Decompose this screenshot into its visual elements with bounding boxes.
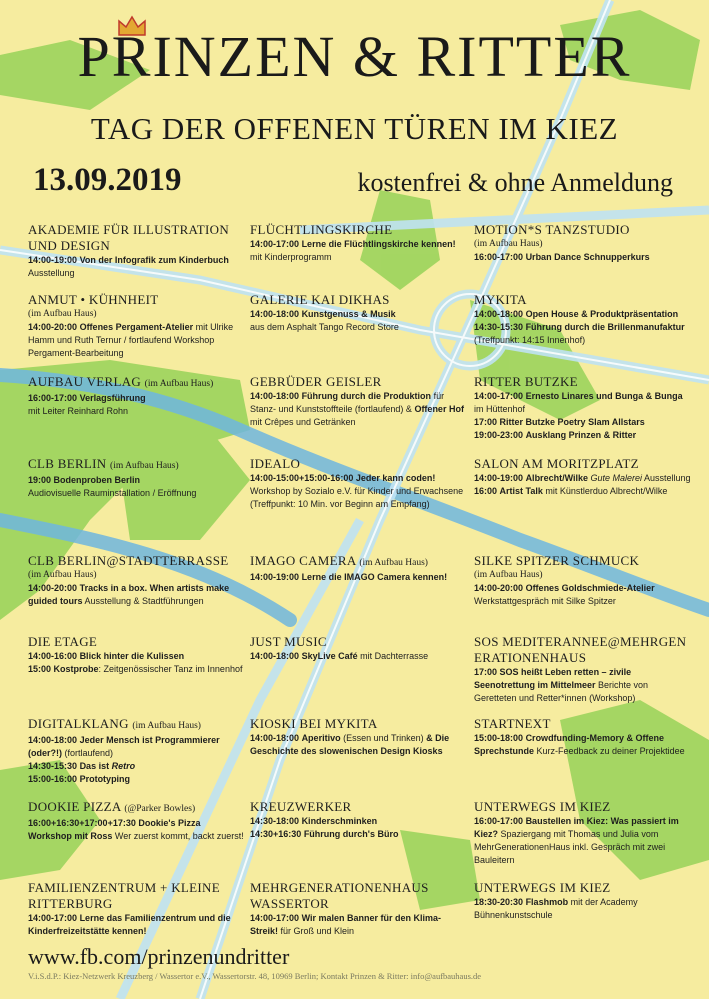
poster-subtitle: TAG DER OFFENEN TÜREN IM KIEZ [90, 111, 619, 146]
time: 14:00-16:00 [28, 651, 78, 661]
time: 14:30-18:00 [250, 816, 300, 826]
entry-title: ANMUT • KÜHNHEIT [28, 292, 159, 307]
time: 19:00 [28, 475, 52, 485]
entry-title: AUFBAU VERLAG [28, 374, 142, 389]
time: 16:00-17:00 [474, 252, 524, 262]
event-detail: mit Ulrike Hamm und Ruth Ternur / fortlaufend Workshop Pergament-Bearbeitung [28, 322, 234, 358]
event-detail: : Zeitgenössischer Tanz im Innenhof [98, 664, 243, 674]
entry-just-music [250, 634, 468, 663]
entry-title: SALON AM MORITZPLATZ [474, 456, 639, 471]
entry-title: MOTION*S TANZSTUDIO [474, 222, 630, 237]
event-detail: Workshop by Sozialo e.V. für Kinder und Erwachsene (Treffpunkt: 10 Min. vor Beginn am Empfang) [250, 486, 464, 509]
entry-location-note: (im Aufbau Haus) [28, 570, 97, 580]
event: Offenes Pergament-Atelier [79, 322, 194, 332]
entry-motions-tanzstudio [474, 222, 692, 264]
entry-unterwegs-baustellen [474, 799, 692, 867]
entry-title: MYKITA [474, 292, 527, 307]
event: Artist Talk [499, 486, 543, 496]
time: 14:00-17:00 [250, 239, 300, 249]
event: Kinderschminken [301, 816, 378, 826]
time: 14:30+16:30 [250, 829, 302, 839]
event: Ausklang Prinzen & Ritter [525, 430, 637, 440]
event-detail: Ausstellung [28, 268, 75, 278]
event-detail: Werkstattgespräch mit Silke Spitzer [474, 596, 616, 606]
event-detail: für Groß und Klein [278, 926, 355, 936]
entry-location-note: (im Aufbau Haus) [144, 379, 214, 389]
event-italic: Retro [111, 761, 136, 771]
event-detail: Ausstellung [642, 473, 691, 483]
entry-title: JUST MUSIC [250, 634, 327, 649]
entry-location-note: (im Aufbau Haus) [474, 570, 543, 580]
time: 16:00 [474, 486, 498, 496]
entry-akademie [28, 222, 246, 280]
event-detail: (Essen und Trinken) [340, 733, 427, 743]
entry-title: SOS MEDITERANNEE@MEHRGENERATIONENHAUS [474, 634, 687, 665]
event: Wir malen Banner für den Klima-Streik! [250, 913, 442, 936]
event-detail: (fortlaufend) [62, 748, 114, 758]
entry-startnext [474, 716, 692, 758]
entry-clb-stadtterrasse [28, 553, 246, 608]
event-detail: Kurz-Feedback zu deiner Projektidee [534, 746, 685, 756]
time: 14:00-15:00+15:00-16:00 [250, 473, 354, 483]
entry-ritter-butzke [474, 374, 692, 442]
event: SOS heißt Leben retten – zivile Seenotrettung im Mittelmeer [474, 667, 632, 690]
time: 14:00-19:00 [474, 473, 524, 483]
event-detail: für Stanz- und Kunststoffteile (fortlaufend) & [250, 391, 445, 414]
poster-title: PRINZEN & RITTER [77, 24, 632, 89]
event: Führung durch die Produktion [301, 391, 432, 401]
time: 14:00-18:00 [250, 309, 300, 319]
entry-title: UNTERWEGS IM KIEZ [474, 799, 611, 814]
time: 16:00-17:00 [474, 816, 524, 826]
time: 14:00-18:00 [250, 391, 300, 401]
entry-title: DIGITALKLANG [28, 716, 129, 731]
entry-title: IDEALO [250, 456, 301, 471]
entry-title: CLB BERLIN@STADTTERRASSE [28, 553, 229, 568]
entry-title: CLB BERLIN [28, 456, 107, 471]
event: Jeder Mensch ist Programmierer (oder?!) [28, 735, 220, 758]
imprint: V.i.S.d.P.: Kiez-Netzwerk Kreuzberg / Wassertor e.V., Wassertorstr. 48, 10969 Berlin; Kontakt Prinzen & Ritter: info@aufbauhaus.de [28, 971, 482, 981]
entry-sos-mediterannee [474, 634, 692, 705]
event: SkyLive Café [301, 651, 358, 661]
entry-kioski [250, 716, 468, 758]
event-detail: mit Kinderprogramm [250, 252, 332, 262]
time: 16:00-17:00 [28, 393, 78, 403]
entry-clb-berlin [28, 456, 246, 500]
time: 14:00-19:00 [28, 255, 78, 265]
entry-location-note: (im Aufbau Haus) [132, 721, 201, 731]
time: 14:30-15:30 [474, 322, 524, 332]
time: 14:00-17:00 [250, 913, 300, 923]
event-detail: Spaziergang mit Thomas und Julia vom MehrGenerationenHaus inkl. Gespräch mit zwei Bauleitern [474, 829, 666, 865]
entry-gebrueder-geisler [250, 374, 468, 429]
time: 14:30-15:30 [28, 761, 78, 771]
event: & Die Geschichte des slowenischen Design Kiosks [250, 733, 450, 756]
event: Aperitivo [301, 733, 341, 743]
event-detail: mit Dachterrasse [357, 651, 429, 661]
time: 15:00-16:00 [28, 774, 78, 784]
entry-salon-moritzplatz [474, 456, 692, 498]
entry-title: FLÜCHTLINGSKIRCHE [250, 222, 393, 237]
entry-title: DIE ETAGE [28, 634, 98, 649]
time: 14:00-20:00 [28, 583, 78, 593]
entry-mykita [474, 292, 692, 347]
time: 14:00-17:00 [474, 391, 524, 401]
entry-title: GALERIE KAI DIKHAS [250, 292, 390, 307]
time: 14:00-20:00 [28, 322, 78, 332]
entry-aufbau-verlag [28, 374, 246, 418]
entry-digitalklang [28, 716, 246, 786]
website-link[interactable]: www.fb.com/prinzenundritter [28, 944, 290, 969]
entry-title: STARTNEXT [474, 716, 551, 731]
entry-location-note: (im Aufbau Haus) [474, 239, 543, 249]
event: Ritter Butzke Poetry Slam Allstars [499, 417, 645, 427]
event-italic: Gute Malerei [590, 473, 643, 483]
entry-location-note: (im Aufbau Haus) [110, 461, 179, 471]
event: Führung durch die Brillenmanufaktur [525, 322, 685, 332]
time: 15:00 [28, 664, 52, 674]
event: Offenes Goldschmiede-Atelier [525, 583, 655, 593]
entry-title: UNTERWEGS IM KIEZ [474, 880, 611, 895]
entry-title: GEBRÜDER GEISLER [250, 374, 382, 389]
time: 16:00+16:30+17:00+17:30 [28, 818, 136, 828]
entry-mehrgenerationenhaus [250, 880, 468, 938]
event: Das ist [79, 761, 112, 771]
time: 14:00-18:00 [250, 733, 300, 743]
entry-die-etage [28, 634, 246, 676]
event: Kostprobe [53, 664, 99, 674]
event-detail: (Treffpunkt: 14:15 Innenhof) [474, 335, 586, 345]
event: Verlagsführung [79, 393, 146, 403]
time: 14:00-17:00 [28, 913, 78, 923]
entry-title: RITTER BUTZKE [474, 374, 578, 389]
entry-unterwegs-flashmob [474, 880, 692, 922]
event-detail: Audiovisuelle Rauminstallation / Eröffnung [28, 488, 197, 498]
entry-fluechtlingskirche [250, 222, 468, 264]
event: Jeder kann coden! [355, 473, 436, 483]
event-detail: Berichte von Geretteten und Retter*innen (Workshop) [474, 680, 649, 703]
entry-dookie-pizza [28, 799, 246, 843]
entry-title: MEHRGENERATIONENHAUS WASSERTOR [250, 880, 429, 911]
event: Tracks in a box. When artists make guided tours [28, 583, 230, 606]
event: Lerne die Flüchtlingskirche kennen! [301, 239, 456, 249]
entry-title: SILKE SPITZER SCHMUCK [474, 553, 640, 568]
event: Crowdfunding-Memory & Offene Sprechstunde [474, 733, 665, 756]
event-detail: im Hüttenhof [474, 404, 526, 414]
entry-location-note: (im Aufbau Haus) [28, 309, 97, 319]
event: Open House & Produktpräsentation [525, 309, 679, 319]
event: Blick hinter die Kulissen [79, 651, 185, 661]
event: Baustellen im Kiez: Was passiert im Kiez? [474, 816, 679, 839]
event-detail: aus dem Asphalt Tango Record Store [250, 322, 399, 332]
entry-idealo [250, 456, 468, 511]
time: 14:00-18:00 [250, 651, 300, 661]
event: Ernesto Linares und Bunga & Bunga [525, 391, 683, 401]
event: Flashmob [525, 897, 569, 907]
event: Offener Hof [414, 404, 464, 414]
entry-title: FAMILIENZENTRUM + KLEINE RITTERBURG [28, 880, 220, 911]
event: Bodenproben Berlin [53, 475, 141, 485]
free-admission-note: kostenfrei & ohne Anmeldung [357, 168, 673, 197]
event: Führung durch's Büro [303, 829, 399, 839]
event: Urban Dance Schnupperkurs [525, 252, 650, 262]
entry-location-note: (im Aufbau Haus) [359, 558, 428, 568]
entry-title: KREUZWERKER [250, 799, 352, 814]
entry-galerie-kai-dikhas [250, 292, 468, 334]
time: 17:00 [474, 667, 498, 677]
time: 14:00-19:00 [250, 572, 300, 582]
event: Albrecht/Wilke [525, 473, 591, 483]
event-detail: Ausstellung & Stadtführungen [82, 596, 204, 606]
event-detail: Wer zuerst kommt, backt zuerst! [112, 831, 244, 841]
entry-imago-camera [250, 553, 468, 584]
entry-location-note: (@Parker Bowles) [124, 804, 196, 814]
event-detail: mit der Academy Bühnenkunstschule [474, 897, 638, 920]
event: Von der Infografik zum Kinderbuch [79, 255, 229, 265]
event: Kunstgenuss & Musik [301, 309, 396, 319]
entry-kreuzwerker [250, 799, 468, 841]
time: 17:00 [474, 417, 498, 427]
time: 14:00-18:00 [474, 309, 524, 319]
time: 14:00-20:00 [474, 583, 524, 593]
entry-title: KIOSKI BEI MYKITA [250, 716, 378, 731]
entry-title: IMAGO CAMERA [250, 553, 356, 568]
time: 14:00-18:00 [28, 735, 78, 745]
event-detail: mit Crêpes und Getränken [250, 417, 356, 427]
time: 18:30-20:30 [474, 897, 524, 907]
event-detail: mit Leiter Reinhard Rohn [28, 406, 129, 416]
event: Lerne das Familienzentrum und die Kinderfreizeitstätte kennen! [28, 913, 231, 936]
entry-silke-spitzer [474, 553, 692, 608]
event: Lerne die IMAGO Camera kennen! [301, 572, 448, 582]
event: Dookie's Pizza Workshop mit Ross [28, 818, 201, 841]
event-date: 13.09.2019 [33, 162, 182, 198]
time: 15:00-18:00 [474, 733, 524, 743]
entry-title: DOOKIE PIZZA [28, 799, 121, 814]
time: 19:00-23:00 [474, 430, 524, 440]
event-detail: mit Künstlerduo Albrecht/Wilke [542, 486, 668, 496]
entry-familienzentrum [28, 880, 246, 938]
entry-anmut [28, 292, 246, 360]
entry-title: AKADEMIE FÜR ILLUSTRATION UND DESIGN [28, 222, 230, 253]
event: Prototyping [79, 774, 131, 784]
